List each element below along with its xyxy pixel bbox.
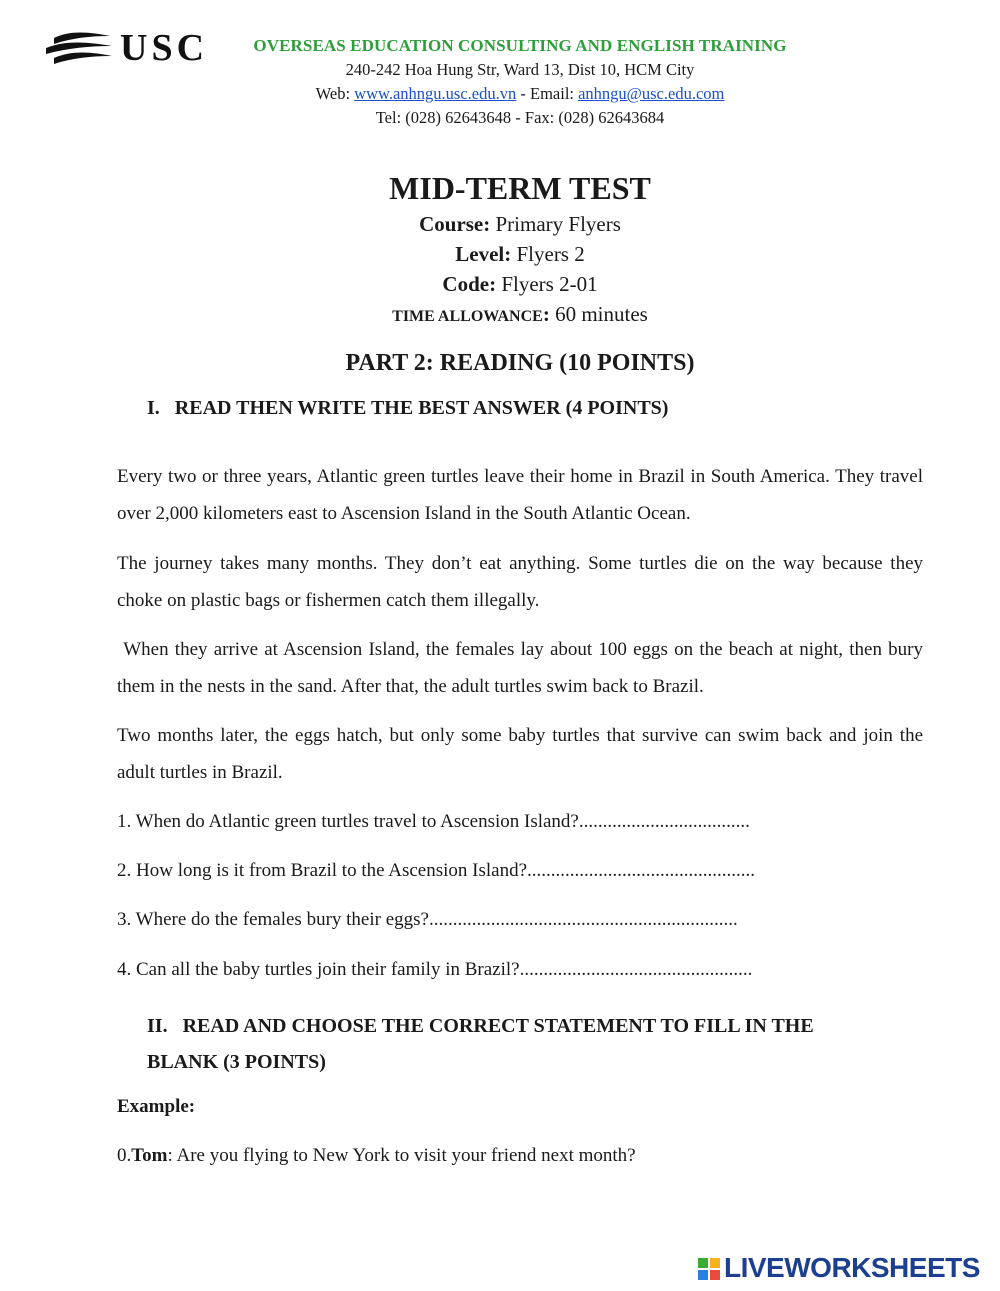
example-label: Example: (117, 1096, 196, 1117)
question-2[interactable]: 2. How long is it from Brazil to the Ascension Island?................................................ (117, 860, 756, 881)
course-label: Course: (419, 212, 491, 236)
email-label: - Email: (520, 84, 574, 103)
email-link[interactable]: anhngu@usc.edu.com (578, 84, 725, 103)
level-line (0, 242, 1000, 267)
section-2-title-line-2: BLANK (3 POINTS) (147, 1051, 326, 1073)
passage-paragraph-1: Every two or three years, Atlantic green turtles leave their home in Brazil in South America. They travel over 2,000 kilometers east to Ascension Island in the South Atlantic Ocean. (117, 466, 923, 524)
code-line (0, 272, 1000, 297)
example-text: : Are you flying to New York to visit your friend next month? (167, 1145, 636, 1166)
passage-paragraph-2: The journey takes many months. They don’t eat anything. Some turtles die on the way because they choke on plastic bags or fishermen catch them illegally. (117, 553, 923, 611)
liveworksheets-icon (698, 1258, 708, 1268)
question-4[interactable]: 4. Can all the baby turtles join their family in Brazil?................................................. (117, 959, 753, 980)
course-line (0, 212, 1000, 237)
time-label: TIME ALLOWANCE (392, 308, 543, 325)
code-value: Flyers 2-01 (501, 272, 598, 296)
institution-header (210, 36, 830, 128)
passage-paragraph-3: When they arrive at Ascension Island, the females lay about 100 eggs on the beach at night, then bury them in the nests in the sand. After that, the adult turtles swim back to Brazil. (117, 639, 928, 697)
section-1-title: READ THEN WRITE THE BEST ANSWER (4 POINTS) (174, 397, 669, 419)
section-2-number: II. (147, 1015, 168, 1037)
code-label: Code: (442, 272, 497, 296)
liveworksheets-brand[interactable]: LIVEWORKSHEETS (724, 1252, 980, 1283)
question-1[interactable]: 1. When do Atlantic green turtles travel to Ascension Island?.................................... (117, 811, 750, 832)
example-line (117, 1145, 636, 1167)
phone-fax: Tel: (028) 62643648 - Fax: (028) 62643684 (375, 108, 665, 127)
web-label: Web: (315, 84, 351, 103)
test-title: MID-TERM TEST (389, 170, 651, 206)
time-value: 60 minutes (555, 302, 648, 326)
website-link[interactable]: www.anhngu.usc.edu.vn (354, 84, 517, 103)
example-number: 0. (117, 1145, 132, 1166)
level-label: Level: (455, 242, 512, 266)
section-2-heading (147, 1008, 814, 1080)
part-heading: PART 2: READING (10 POINTS) (345, 350, 695, 376)
section-1-number: I. (147, 397, 160, 419)
institution-name: OVERSEAS EDUCATION CONSULTING AND ENGLISH TRAINING (253, 36, 787, 55)
institution-address: 240-242 Hoa Hung Str, Ward 13, Dist 10, HCM City (345, 60, 695, 79)
liveworksheets-logo (698, 1258, 722, 1284)
level-value: Flyers 2 (516, 242, 585, 266)
section-2-title-line-1: READ AND CHOOSE THE CORRECT STATEMENT TO FILL IN THE (182, 1015, 814, 1037)
time-line: TIME ALLOWANCE: 60 minutes (392, 302, 648, 326)
usc-logo (40, 27, 209, 70)
passage-paragraph-4: Two months later, the eggs hatch, but only some baby turtles that survive can swim back and join the adult turtles in Brazil. (117, 725, 923, 783)
section-1-heading (147, 397, 668, 420)
logo-text: USC (120, 27, 209, 69)
example-speaker: Tom (131, 1145, 168, 1166)
contact-line (210, 84, 830, 104)
course-value: Primary Flyers (495, 212, 621, 236)
question-3[interactable]: 3. Where do the females bury their eggs?................................................................. (117, 909, 738, 930)
